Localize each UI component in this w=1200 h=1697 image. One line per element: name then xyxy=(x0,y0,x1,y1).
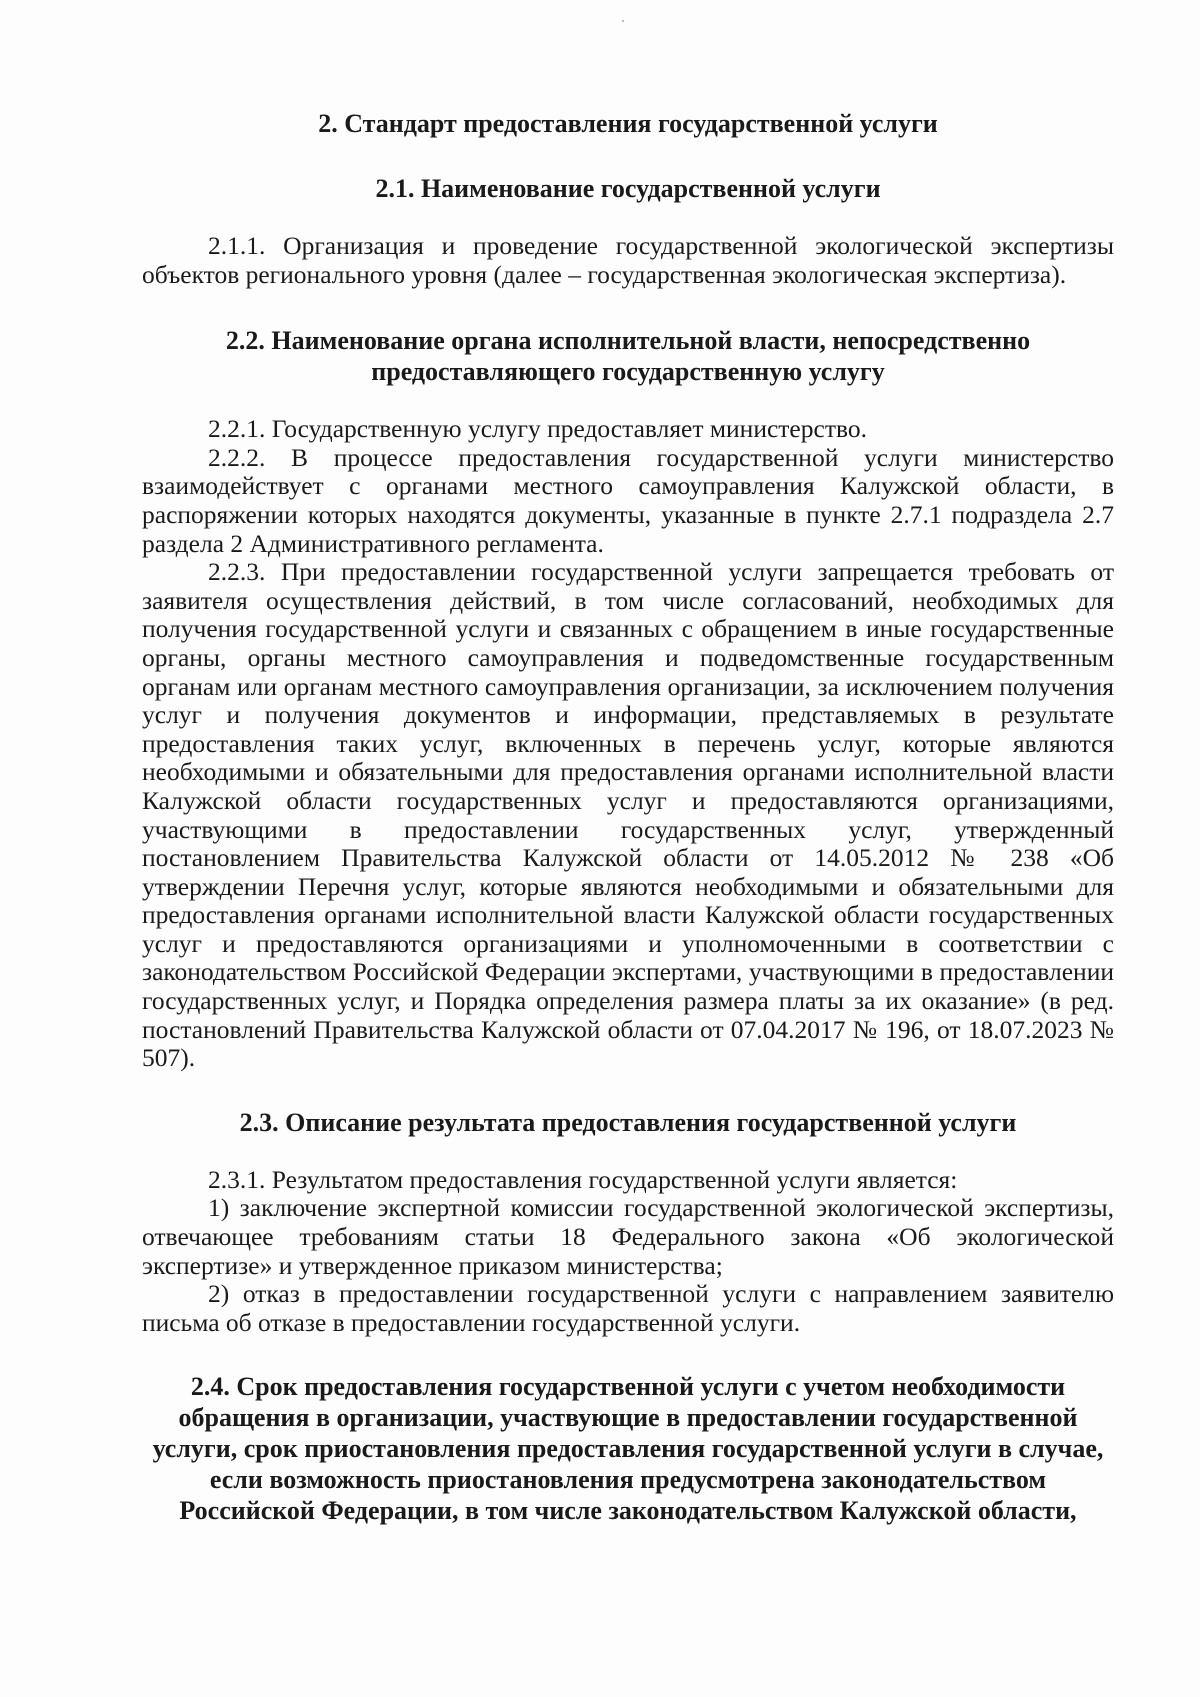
section-title: 2. Стандарт предоставления государственной услуги xyxy=(318,109,938,138)
list-item-result-1: 1) заключение экспертной комиссии государственной экологической экспертизы, отвечающее требованиям статьи 18 Федерального закона «Об экологической экспертизе» и утвержденное приказом министерства; xyxy=(142,1193,1114,1280)
paragraph-2-2-2: 2.2.2. В процессе предоставления государственной услуги министерство взаимодействует с органами местного самоуправления Калужской области, в распоряжении которых находятся документы, указанные в пункте 2.7.1 подраздела 2.7 раздела 2 Административного регламента. xyxy=(142,442,1114,558)
paragraph-2-1-1: 2.1.1. Организация и проведение государственной экологической экспертизы объектов регионального уровня (далее – государственная экологическая экспертиза). xyxy=(142,231,1114,289)
subsection-2-4-title: 2.4. Срок предоставления государственной услуги с учетом необходимости обращения в организации, участвующие в предоставлении государственной услуги, срок приостановления предоставления государственной услуги в случае, если возможность приостановления предусмотрена законодательством Российской Федерации, в том числе законодательством Калужской области, xyxy=(152,1372,1104,1526)
subsection-2-2-title: 2.2. Наименование органа исполнительной власти, непосредственно предоставляющего государственную услугу xyxy=(225,326,1031,387)
scan-speck xyxy=(622,20,624,22)
paragraph-2-3-1: 2.3.1. Результатом предоставления государственной услуги является: xyxy=(208,1164,958,1194)
list-item-result-2: 2) отказ в предоставлении государственной услуги с направлением заявителю письма об отказе в предоставлении государственной услуги. xyxy=(142,1279,1114,1337)
subsection-2-3-title: 2.3. Описание результата предоставления государственной услуги xyxy=(239,1107,1017,1137)
document-body xyxy=(142,108,1114,1526)
subsection-2-1-title: 2.1. Наименование государственной услуги xyxy=(375,174,881,203)
paragraph-2-2-1: 2.2.1. Государственную услугу предоставляет министерство. xyxy=(208,414,867,444)
paragraph-2-2-3: 2.2.3. При предоставлении государственной услуги запрещается требовать от заявителя осуществления действий, в том числе согласований, необходимых для получения государственной услуги и связанных с обращением в иные государственные органы, органы местного самоуправления и подведомственные государственным органам или органам местного самоуправления организации, за исключением получения услуг и получения документов и информации, представляемых в результате предоставления таких услуг, включенных в перечень услуг, которые являются необходимыми и обязательными для предоставления органами исполнительной власти Калужской области государственных услуг и предоставляются организациями, участвующими в предоставлении государственных услуг, утвержденный постановлением Правительства Калужской области от 14.05.2012 № 238 «Об утверждении Перечня услуг, которые являются необходимыми и обязательными для предоставления органами исполнительной власти Калужской области государственных услуг и предоставляются организациями и уполномоченными в соответствии с законодательством Российской Федерации экспертами, участвующими в предоставлении государственных услуг, и Порядка определения размера платы за их оказание» (в ред. постановлений Правительства Калужской области от 07.04.2017 № 196, от 18.07.2023 № 507). xyxy=(142,557,1114,1073)
